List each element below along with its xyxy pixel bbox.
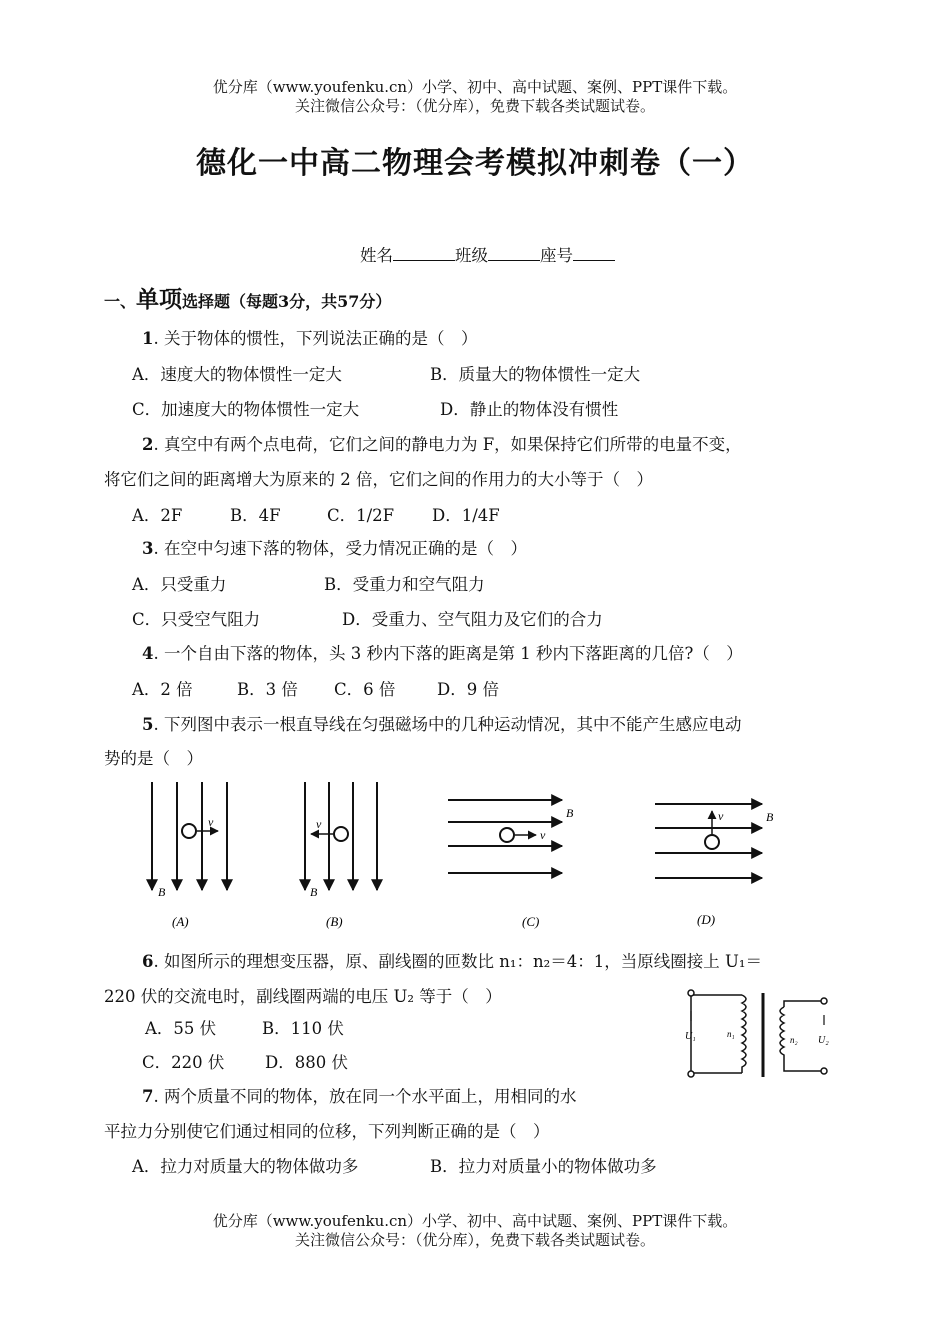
q4-stem: 4. 一个自由下落的物体，头 3 秒内下落的距离是第 1 秒内下落距离的几倍?（ ） bbox=[142, 644, 743, 663]
fig-d bbox=[655, 804, 774, 927]
caption-c: (C) bbox=[522, 914, 540, 929]
label-n2: n₂ bbox=[790, 1035, 798, 1045]
q4-option-a[interactable]: A．2 倍 bbox=[132, 680, 193, 699]
label-v-b: v bbox=[316, 817, 322, 831]
q7-stem-2: 平拉力分别使它们通过相同的位移，下列判断正确的是（ ） bbox=[104, 1122, 550, 1141]
q6-option-a[interactable]: A．55 伏 bbox=[145, 1019, 217, 1038]
q2-option-d[interactable]: D．1/4F bbox=[432, 506, 500, 525]
q3-option-a[interactable]: A．只受重力 bbox=[132, 575, 227, 594]
q5-stem-1: 5. 下列图中表示一根直导线在匀强磁场中的几种运动情况，其中不能产生感应电动 bbox=[142, 715, 742, 734]
q6-stem-2: 220 伏的交流电时，副线圈两端的电压 U₂ 等于（ ） bbox=[104, 987, 502, 1006]
caption-d: (D) bbox=[697, 912, 716, 927]
label-u1: U₁ bbox=[685, 1031, 696, 1042]
label-b-a: B bbox=[158, 885, 166, 899]
wire-a bbox=[182, 824, 196, 838]
header-line-1: 优分库（www.youfenku.cn）小学、初中、高中试题、案例、PPT课件下载。 bbox=[212, 78, 738, 96]
wire-d bbox=[705, 835, 719, 849]
section-heading bbox=[104, 281, 391, 314]
caption-a: (A) bbox=[172, 914, 189, 929]
page-title: 德化一中高二物理会考模拟冲刺卷（一） bbox=[196, 146, 754, 181]
q2-stem-2: 将它们之间的距离增大为原来的 2 倍，它们之间的作用力的大小等于（ ） bbox=[104, 470, 653, 489]
name-label: 姓名 bbox=[360, 246, 393, 265]
fig-a bbox=[152, 782, 227, 929]
label-b-d: B bbox=[766, 810, 774, 824]
class-label: 班级 bbox=[455, 246, 488, 265]
q1-option-d[interactable]: D．静止的物体没有惯性 bbox=[440, 400, 619, 419]
q1-option-a[interactable]: A．速度大的物体惯性一定大 bbox=[132, 365, 342, 384]
label-v-c: v bbox=[540, 828, 546, 842]
q2-option-b[interactable]: B．4F bbox=[230, 506, 281, 525]
wire-c bbox=[500, 828, 514, 842]
wire-b bbox=[334, 827, 348, 841]
seat-label: 座号 bbox=[540, 246, 573, 265]
transformer-figure bbox=[680, 985, 840, 1081]
q1-stem: 1. 关于物体的惯性，下列说法正确的是（ ） bbox=[142, 329, 478, 348]
seat-blank[interactable] bbox=[573, 245, 615, 261]
label-v-a: v bbox=[208, 815, 214, 829]
q1-option-b[interactable]: B．质量大的物体惯性一定大 bbox=[430, 365, 641, 384]
q6-option-d[interactable]: D．880 伏 bbox=[265, 1053, 348, 1072]
q5-figure bbox=[130, 778, 800, 940]
fig-b bbox=[305, 782, 377, 929]
label-n1: n₁ bbox=[727, 1029, 735, 1039]
q7-option-a[interactable]: A．拉力对质量大的物体做功多 bbox=[132, 1157, 359, 1176]
section-big: 单项 bbox=[136, 286, 183, 313]
footer-line-2: 关注微信公众号：（优分库），免费下载各类试题试卷。 bbox=[294, 1231, 655, 1249]
section-prefix: 一、 bbox=[104, 292, 137, 311]
q1-option-c[interactable]: C．加速度大的物体惯性一定大 bbox=[132, 400, 360, 419]
q6-option-b[interactable]: B．110 伏 bbox=[262, 1019, 344, 1038]
q5-stem-2: 势的是（ ） bbox=[104, 749, 203, 768]
name-blank[interactable] bbox=[393, 245, 455, 261]
header-line-2: 关注微信公众号：（优分库），免费下载各类试题试卷。 bbox=[294, 97, 655, 115]
q4-option-c[interactable]: C．6 倍 bbox=[334, 680, 396, 699]
footer-line-1: 优分库（www.youfenku.cn）小学、初中、高中试题、案例、PPT课件下载。 bbox=[212, 1212, 738, 1230]
label-v-d: v bbox=[718, 809, 724, 823]
q3-stem: 3. 在空中匀速下落的物体，受力情况正确的是（ ） bbox=[142, 539, 527, 558]
q2-option-a[interactable]: A．2F bbox=[132, 506, 183, 525]
q7-option-b[interactable]: B．拉力对质量小的物体做功多 bbox=[430, 1157, 657, 1176]
q4-option-d[interactable]: D．9 倍 bbox=[437, 680, 499, 699]
student-info bbox=[360, 242, 615, 266]
label-b-c: B bbox=[566, 806, 574, 820]
fig-c bbox=[448, 800, 574, 929]
q3-option-c[interactable]: C．只受空气阻力 bbox=[132, 610, 261, 629]
q2-stem-1: 2. 真空中有两个点电荷，它们之间的静电力为 F，如果保持它们所带的电量不变， bbox=[142, 435, 742, 454]
caption-b: (B) bbox=[326, 914, 343, 929]
q6-option-c[interactable]: C．220 伏 bbox=[142, 1053, 225, 1072]
q3-option-d[interactable]: D．受重力、空气阻力及它们的合力 bbox=[342, 610, 603, 629]
q6-stem-1: 6. 如图所示的理想变压器，原、副线圈的匝数比 n₁：n₂＝4：1，当原线圈接上 U₁＝ bbox=[142, 952, 762, 971]
class-blank[interactable] bbox=[488, 245, 540, 261]
q3-option-b[interactable]: B．受重力和空气阻力 bbox=[324, 575, 485, 594]
section-rest: 选择题（每题3分，共57分） bbox=[182, 292, 392, 311]
q7-stem-1: 7. 两个质量不同的物体，放在同一个水平面上，用相同的水 bbox=[142, 1087, 577, 1106]
q4-option-b[interactable]: B．3 倍 bbox=[237, 680, 298, 699]
label-b-b: B bbox=[310, 885, 318, 899]
q2-option-c[interactable]: C．1/2F bbox=[327, 506, 395, 525]
label-u2: U₂ bbox=[818, 1035, 829, 1046]
